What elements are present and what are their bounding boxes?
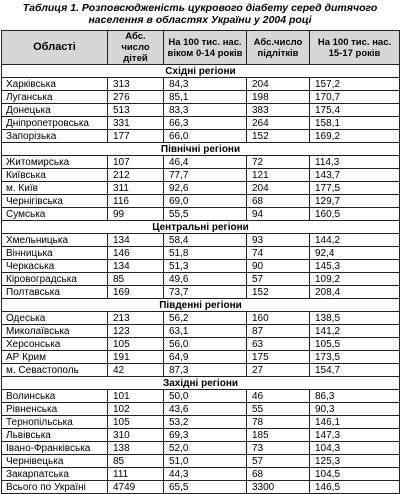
cell-teens-rate: 146,5 bbox=[310, 481, 400, 494]
table-row bbox=[2, 117, 400, 130]
cell-teens-rate: 129,7 bbox=[310, 195, 400, 208]
cell-teens-count: 94 bbox=[247, 208, 310, 221]
cell-children-rate: 69,0 bbox=[164, 195, 247, 208]
cell-teens-rate: 141,2 bbox=[310, 325, 400, 338]
cell-teens-rate: 90,3 bbox=[310, 403, 400, 416]
section-title: Південні регіони bbox=[2, 299, 400, 312]
cell-teens-count: 68 bbox=[247, 195, 310, 208]
cell-children-count: 42 bbox=[108, 364, 164, 377]
table-row bbox=[2, 429, 400, 442]
table-row bbox=[2, 442, 400, 455]
cell-teens-rate: 138,5 bbox=[310, 312, 400, 325]
cell-children-rate: 50,0 bbox=[164, 390, 247, 403]
cell-teens-count: 185 bbox=[247, 429, 310, 442]
cell-teens-count: 3300 bbox=[247, 481, 310, 494]
table-header bbox=[2, 31, 400, 65]
cell-teens-count: 46 bbox=[247, 390, 310, 403]
cell-teens-rate: 114,3 bbox=[310, 156, 400, 169]
cell-teens-rate: 173,5 bbox=[310, 351, 400, 364]
cell-children-count: 111 bbox=[108, 468, 164, 481]
table-row bbox=[2, 208, 400, 221]
cell-teens-rate: 145,3 bbox=[310, 260, 400, 273]
cell-teens-rate: 175,4 bbox=[310, 104, 400, 117]
cell-children-count: 134 bbox=[108, 260, 164, 273]
table-row bbox=[2, 312, 400, 325]
cell-region: м. Севастополь bbox=[2, 364, 108, 377]
cell-teens-rate: 92,4 bbox=[310, 247, 400, 260]
section-title: Центральні регіони bbox=[2, 221, 400, 234]
cell-children-count: 4749 bbox=[108, 481, 164, 494]
table-row bbox=[2, 364, 400, 377]
cell-region: Полтавська bbox=[2, 286, 108, 299]
cell-children-rate: 51,8 bbox=[164, 247, 247, 260]
cell-region: Івано-Франківська bbox=[2, 442, 108, 455]
cell-teens-rate: 169,2 bbox=[310, 130, 400, 143]
cell-children-count: 310 bbox=[108, 429, 164, 442]
cell-children-count: 105 bbox=[108, 338, 164, 351]
cell-region: Харківська bbox=[2, 78, 108, 91]
cell-region: м. Київ bbox=[2, 182, 108, 195]
cell-teens-count: 152 bbox=[247, 130, 310, 143]
table-row bbox=[2, 182, 400, 195]
cell-children-count: 311 bbox=[108, 182, 164, 195]
cell-teens-count: 383 bbox=[247, 104, 310, 117]
table-row bbox=[2, 273, 400, 286]
table-row bbox=[2, 156, 400, 169]
table-row bbox=[2, 325, 400, 338]
cell-region: Миколаївська bbox=[2, 325, 108, 338]
cell-teens-count: 198 bbox=[247, 91, 310, 104]
cell-teens-rate: 147,3 bbox=[310, 429, 400, 442]
cell-teens-rate: 125,3 bbox=[310, 455, 400, 468]
cell-children-rate: 49,6 bbox=[164, 273, 247, 286]
cell-children-rate: 51,0 bbox=[164, 455, 247, 468]
cell-children-count: 99 bbox=[108, 208, 164, 221]
cell-children-rate: 84,3 bbox=[164, 78, 247, 91]
cell-teens-rate: 160,5 bbox=[310, 208, 400, 221]
cell-teens-count: 57 bbox=[247, 455, 310, 468]
section-row bbox=[2, 143, 400, 156]
cell-teens-count: 90 bbox=[247, 260, 310, 273]
cell-teens-count: 152 bbox=[247, 286, 310, 299]
total-label: Всього по Україні bbox=[2, 481, 108, 494]
section-row bbox=[2, 377, 400, 390]
cell-teens-count: 78 bbox=[247, 416, 310, 429]
cell-children-count: 213 bbox=[108, 312, 164, 325]
cell-region: Херсонська bbox=[2, 338, 108, 351]
cell-teens-count: 74 bbox=[247, 247, 310, 260]
cell-children-rate: 55,5 bbox=[164, 208, 247, 221]
section-row bbox=[2, 299, 400, 312]
cell-teens-count: 72 bbox=[247, 156, 310, 169]
cell-region: Вінницька bbox=[2, 247, 108, 260]
cell-teens-count: 57 bbox=[247, 273, 310, 286]
header-regions: Області bbox=[2, 31, 108, 65]
cell-teens-rate: 144,2 bbox=[310, 234, 400, 247]
cell-teens-count: 204 bbox=[247, 78, 310, 91]
cell-children-count: 116 bbox=[108, 195, 164, 208]
cell-children-rate: 63,1 bbox=[164, 325, 247, 338]
cell-children-count: 146 bbox=[108, 247, 164, 260]
cell-children-rate: 73,7 bbox=[164, 286, 247, 299]
cell-children-count: 276 bbox=[108, 91, 164, 104]
cell-children-count: 134 bbox=[108, 234, 164, 247]
caption-line-2: населення в областях України у 2004 році bbox=[88, 14, 312, 26]
cell-teens-rate: 105,5 bbox=[310, 338, 400, 351]
cell-teens-rate: 86,3 bbox=[310, 390, 400, 403]
table-row bbox=[2, 130, 400, 143]
table-row bbox=[2, 351, 400, 364]
table-row bbox=[2, 169, 400, 182]
cell-children-rate: 85,1 bbox=[164, 91, 247, 104]
table-row bbox=[2, 234, 400, 247]
cell-children-count: 138 bbox=[108, 442, 164, 455]
cell-children-count: 123 bbox=[108, 325, 164, 338]
section-title: Східні регіони bbox=[2, 65, 400, 78]
cell-region: Донецька bbox=[2, 104, 108, 117]
section-row bbox=[2, 65, 400, 78]
cell-region: Київська bbox=[2, 169, 108, 182]
table-row bbox=[2, 338, 400, 351]
cell-teens-rate: 170,7 bbox=[310, 91, 400, 104]
cell-region: Чернівецька bbox=[2, 455, 108, 468]
section-title: Північні регіони bbox=[2, 143, 400, 156]
table-row bbox=[2, 104, 400, 117]
table-row bbox=[2, 91, 400, 104]
cell-children-count: 513 bbox=[108, 104, 164, 117]
cell-children-rate: 66,0 bbox=[164, 130, 247, 143]
cell-teens-count: 160 bbox=[247, 312, 310, 325]
cell-region: Хмельницька bbox=[2, 234, 108, 247]
cell-children-rate: 51,3 bbox=[164, 260, 247, 273]
header-teens-rate: На 100 тис. нас. 15-17 років bbox=[310, 31, 400, 65]
cell-children-count: 331 bbox=[108, 117, 164, 130]
cell-region: Одеська bbox=[2, 312, 108, 325]
cell-children-rate: 83,3 bbox=[164, 104, 247, 117]
cell-teens-rate: 143,7 bbox=[310, 169, 400, 182]
cell-region: Черкаська bbox=[2, 260, 108, 273]
cell-teens-count: 93 bbox=[247, 234, 310, 247]
cell-teens-rate: 104,3 bbox=[310, 442, 400, 455]
table-caption bbox=[0, 0, 400, 30]
cell-children-count: 212 bbox=[108, 169, 164, 182]
cell-children-rate: 92,6 bbox=[164, 182, 247, 195]
cell-teens-count: 175 bbox=[247, 351, 310, 364]
cell-children-count: 313 bbox=[108, 78, 164, 91]
cell-teens-count: 121 bbox=[247, 169, 310, 182]
cell-region: Чернігівська bbox=[2, 195, 108, 208]
cell-teens-count: 204 bbox=[247, 182, 310, 195]
cell-region: Луганська bbox=[2, 91, 108, 104]
table-row bbox=[2, 247, 400, 260]
cell-children-rate: 87,3 bbox=[164, 364, 247, 377]
cell-children-count: 191 bbox=[108, 351, 164, 364]
cell-teens-rate: 104,5 bbox=[310, 468, 400, 481]
header-teens-count: Абс.число підлітків bbox=[247, 31, 310, 65]
cell-region: Запорізька bbox=[2, 130, 108, 143]
cell-children-count: 169 bbox=[108, 286, 164, 299]
cell-teens-rate: 177,5 bbox=[310, 182, 400, 195]
total-row bbox=[2, 481, 400, 494]
header-children-rate: На 100 тис. нас. віком 0-14 років bbox=[164, 31, 247, 65]
cell-teens-count: 73 bbox=[247, 442, 310, 455]
cell-children-count: 107 bbox=[108, 156, 164, 169]
table-row bbox=[2, 78, 400, 91]
cell-children-rate: 66,3 bbox=[164, 117, 247, 130]
table-row bbox=[2, 468, 400, 481]
table-row bbox=[2, 403, 400, 416]
cell-teens-rate: 208,4 bbox=[310, 286, 400, 299]
cell-teens-rate: 154,7 bbox=[310, 364, 400, 377]
cell-region: Кіровоградська bbox=[2, 273, 108, 286]
cell-children-rate: 53,2 bbox=[164, 416, 247, 429]
cell-children-count: 102 bbox=[108, 403, 164, 416]
cell-children-rate: 46,4 bbox=[164, 156, 247, 169]
cell-region: Закарпатська bbox=[2, 468, 108, 481]
table-row bbox=[2, 416, 400, 429]
table-row bbox=[2, 286, 400, 299]
caption-line-1: Таблиця 1. Розповсюдженість цукрового діабету серед дитячого bbox=[22, 2, 378, 14]
cell-region: Сумська bbox=[2, 208, 108, 221]
cell-teens-count: 68 bbox=[247, 468, 310, 481]
cell-region: Тернопільська bbox=[2, 416, 108, 429]
table-row bbox=[2, 260, 400, 273]
cell-children-count: 105 bbox=[108, 416, 164, 429]
cell-teens-rate: 157,2 bbox=[310, 78, 400, 91]
cell-children-rate: 56,0 bbox=[164, 338, 247, 351]
header-row bbox=[2, 31, 400, 65]
cell-region: Львівська bbox=[2, 429, 108, 442]
cell-children-count: 85 bbox=[108, 455, 164, 468]
cell-teens-count: 55 bbox=[247, 403, 310, 416]
cell-children-rate: 65,5 bbox=[164, 481, 247, 494]
cell-teens-rate: 146,1 bbox=[310, 416, 400, 429]
table-row bbox=[2, 195, 400, 208]
section-title: Західні регіони bbox=[2, 377, 400, 390]
table-row bbox=[2, 455, 400, 468]
cell-region: Дніпропетровська bbox=[2, 117, 108, 130]
cell-teens-count: 27 bbox=[247, 364, 310, 377]
cell-region: АР Крим bbox=[2, 351, 108, 364]
cell-children-count: 85 bbox=[108, 273, 164, 286]
header-children-count: Абс. число дітей bbox=[108, 31, 164, 65]
section-row bbox=[2, 221, 400, 234]
cell-children-rate: 64,9 bbox=[164, 351, 247, 364]
cell-region: Житомирська bbox=[2, 156, 108, 169]
cell-teens-rate: 109,2 bbox=[310, 273, 400, 286]
cell-children-count: 177 bbox=[108, 130, 164, 143]
table-row bbox=[2, 390, 400, 403]
cell-children-rate: 43,6 bbox=[164, 403, 247, 416]
cell-children-rate: 52,0 bbox=[164, 442, 247, 455]
cell-teens-count: 63 bbox=[247, 338, 310, 351]
diabetes-prevalence-table bbox=[1, 30, 400, 494]
cell-children-count: 101 bbox=[108, 390, 164, 403]
cell-children-rate: 56,2 bbox=[164, 312, 247, 325]
cell-children-rate: 44,3 bbox=[164, 468, 247, 481]
table-body bbox=[2, 65, 400, 494]
cell-region: Волинська bbox=[2, 390, 108, 403]
cell-children-rate: 77,7 bbox=[164, 169, 247, 182]
cell-region: Рівненська bbox=[2, 403, 108, 416]
cell-children-rate: 58,4 bbox=[164, 234, 247, 247]
cell-teens-count: 264 bbox=[247, 117, 310, 130]
cell-teens-rate: 158,1 bbox=[310, 117, 400, 130]
cell-teens-count: 87 bbox=[247, 325, 310, 338]
cell-children-rate: 69,3 bbox=[164, 429, 247, 442]
